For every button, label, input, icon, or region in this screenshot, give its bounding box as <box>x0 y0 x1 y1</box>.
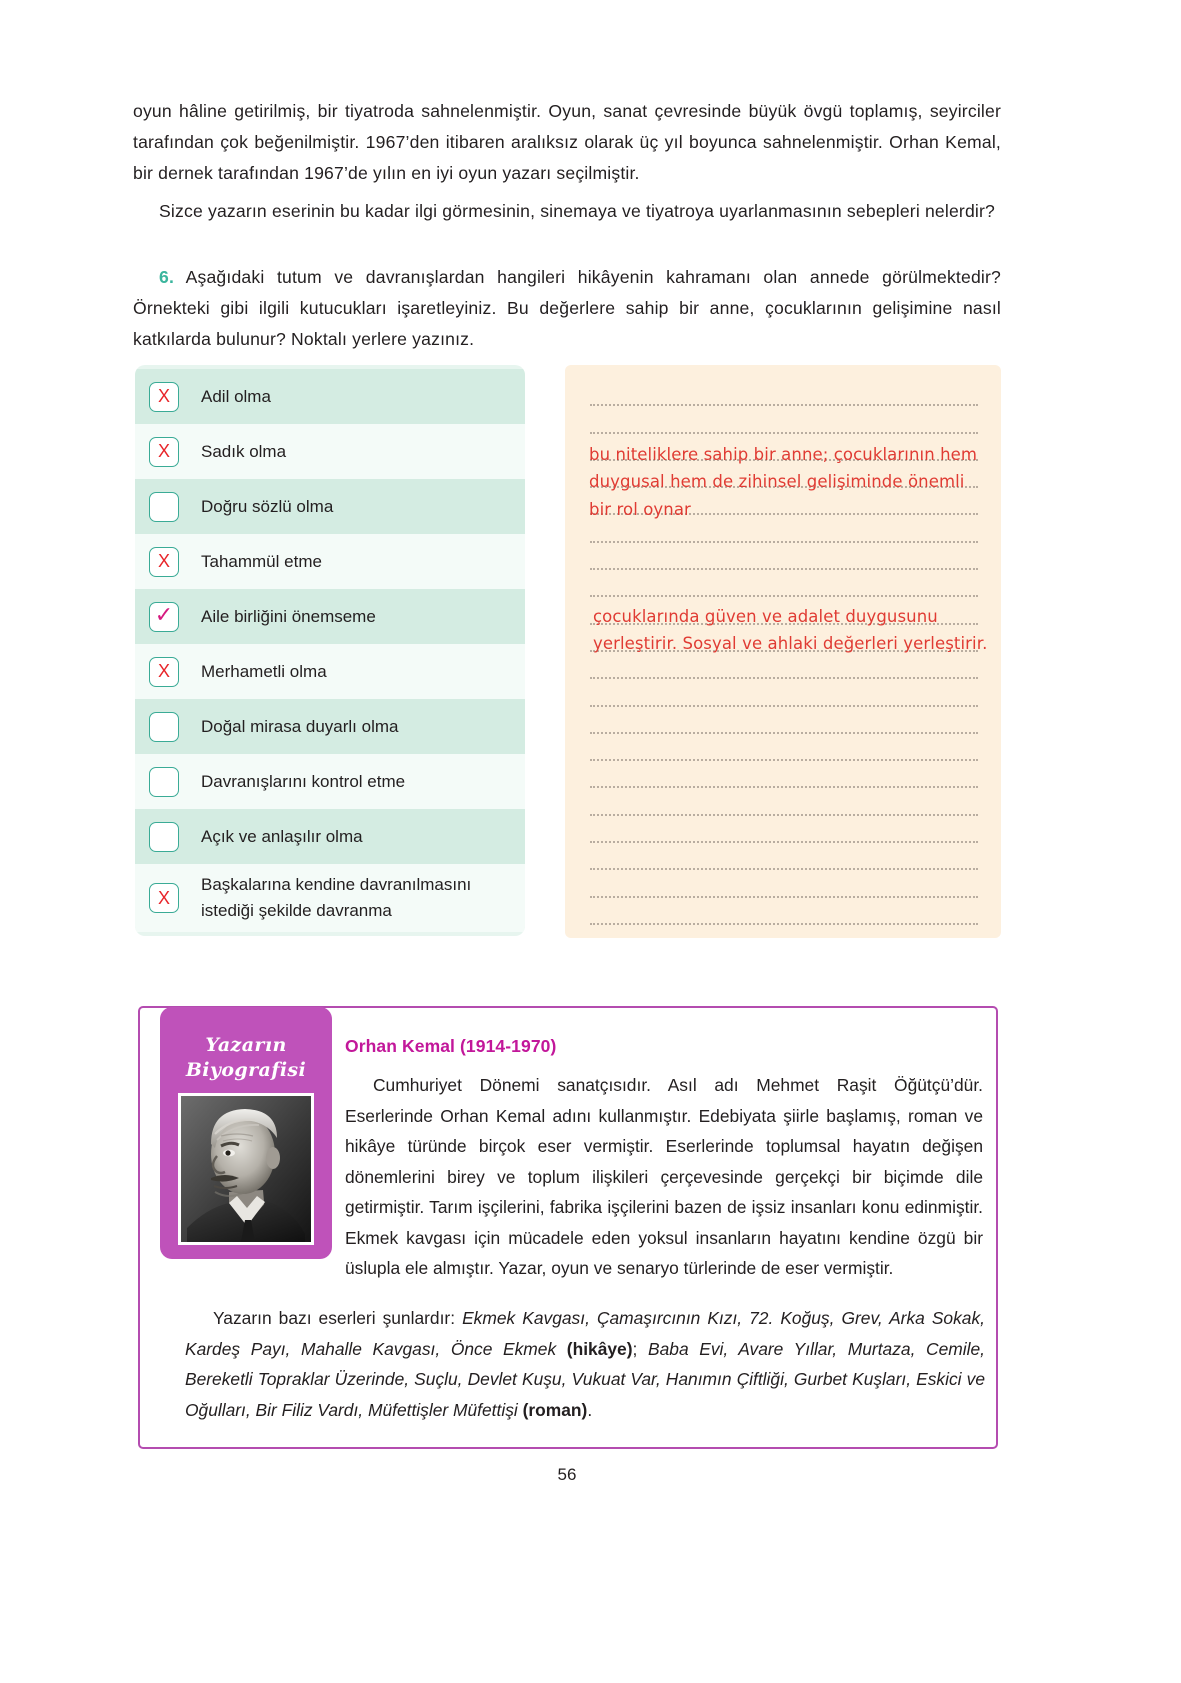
checklist-item-label: Aile birliğini önemseme <box>201 606 376 626</box>
dotted-line <box>590 679 978 706</box>
question-6-number: 6. <box>159 267 175 287</box>
question-6-text: Aşağıdaki tutum ve davranışlardan hangileri hikâyenin kahramanı olan annede görülmektedir? Örnekteki gibi ilgili kutucukları işaretleyiniz. Bu değerlere sahip bir anne, çocuklarının gelişimine nasıl katkılarda bulunur? Noktalı yerlere yazınız. <box>133 267 1001 349</box>
dotted-line <box>590 761 978 788</box>
dotted-line <box>590 570 978 597</box>
biography-heading: Orhan Kemal (1914-1970) <box>345 1036 557 1056</box>
handwritten-answer-2: çocuklarında güven ve adalet duygusunu yerleştirir. Sosyal ve ahlaki değerleri yerleştirir. <box>593 607 988 654</box>
checklist-item-label: Başkalarına kendine davranılmasını istediği şekilde davranma <box>201 875 472 920</box>
empty-checkbox-icon <box>150 713 178 741</box>
author-portrait <box>178 1093 314 1245</box>
checklist-item-label: Sadık olma <box>201 441 287 461</box>
dotted-line <box>590 843 978 870</box>
checkbox-dogal-mirasa-duyarli-olma[interactable] <box>149 712 179 742</box>
x-mark-icon: X <box>157 441 170 461</box>
checklist-item-label: Tahammül etme <box>201 551 322 571</box>
dotted-line <box>590 406 978 433</box>
handwritten-answer-1: bu niteliklere sahip bir anne; çocuklarının hem duygusal hem de zihinsel gelişiminde önemli bir rol oynar <box>589 445 978 519</box>
checkbox-aile-birligini-onemseme[interactable] <box>149 602 179 632</box>
x-mark-icon: X <box>157 661 170 681</box>
biography-works-list <box>185 1303 985 1425</box>
works-roman-titles: Baba Evi, Avare Yıllar, Murtaza, Cemile, Bereketli Topraklar Üzerinde, Suçlu, Devlet Kuşu, Vukuat Var, Hanımın Çiftliği, Gurbet Kuşları, Eskici ve Oğulları, Bir Filiz Vardı, Müfettişler Müfettişi <box>185 1338 985 1420</box>
empty-checkbox-icon <box>150 768 178 796</box>
x-mark-icon: X <box>157 386 170 406</box>
checklist-item-label: Merhametli olma <box>201 661 327 681</box>
checkbox-acik-ve-anlasilir-olma[interactable] <box>149 822 179 852</box>
dotted-line <box>590 788 978 815</box>
checklist-item-label: Doğal mirasa duyarlı olma <box>201 716 399 736</box>
dotted-line <box>590 734 978 761</box>
checklist-item-label: Davranışlarını kontrol etme <box>201 771 406 791</box>
biography-tab-line-1: Yazarın <box>205 1034 287 1056</box>
checkbox-sadik-olma[interactable] <box>149 437 179 467</box>
works-end-period: . <box>587 1399 593 1420</box>
dotted-line <box>590 816 978 843</box>
checkbox-davranislarini-kontrol-etme[interactable] <box>149 767 179 797</box>
works-intro: Yazarın bazı eserleri şunlardır: <box>213 1308 463 1328</box>
biography-body: Cumhuriyet Dönemi sanatçısıdır. Asıl adı Mehmet Raşit Öğütçü’dür. Eserlerinde Orhan Kemal adını kullanmıştır. Edebiyata şiirle başlamış, roman ve hikâye türünde birçok eser vermiştir. Eserlerinde toplumsal hayatın değişen dönemlerini birey ve toplum ilişkileri çerçevesinde gerçekçi bir biçimde dile getirmiştir. Tarım işçilerini, fabrika işçilerini bazen de işsiz insanları konu edinmiştir. Ekmek kavgası için mücadele eden yoksul insanların hayatını kendine özgü bir üslupla ele almıştır. Yazar, oyun ve senaryo türlerinde de eser vermiştir. <box>345 1075 983 1278</box>
dotted-line <box>590 707 978 734</box>
checklist-row[interactable] <box>135 754 525 809</box>
dotted-line <box>590 543 978 570</box>
biography-tab-line-2: Biyografisi <box>185 1059 307 1081</box>
answer-writing-area[interactable] <box>565 365 1001 938</box>
paragraph-question-prompt: Sizce yazarın eserinin bu kadar ilgi görmesinin, sinemaya ve tiyatroya uyarlanmasının sebepleri nelerdir? <box>159 201 996 221</box>
checklist-row[interactable] <box>135 809 525 864</box>
empty-checkbox-icon <box>150 493 178 521</box>
textbook-page <box>133 0 1003 1683</box>
checklist-item-label: Açık ve anlaşılır olma <box>201 826 363 846</box>
page-number: 56 <box>557 1465 577 1484</box>
works-hikaye-titles: Ekmek Kavgası, Çamaşırcının Kızı, 72. Koğuş, Grev, Arka Sokak, Kardeş Payı, Mahalle Kavgası, Önce Ekmek <box>185 1308 985 1359</box>
checklist-item-label: Doğru sözlü olma <box>201 496 334 516</box>
x-mark-icon: X <box>157 887 170 908</box>
checklist-row[interactable] <box>135 479 525 534</box>
checkbox-tahammul-etme[interactable] <box>149 547 179 577</box>
checklist-row[interactable] <box>135 424 525 479</box>
checkbox-merhametli-olma[interactable] <box>149 657 179 687</box>
checklist-row[interactable] <box>135 864 525 932</box>
checklist-row[interactable] <box>135 699 525 754</box>
works-separator: ; <box>632 1338 648 1359</box>
works-hikaye-label: (hikâye) <box>556 1338 633 1359</box>
checklist-item-label: Adil olma <box>201 386 271 406</box>
check-mark-icon: ✓ <box>154 602 174 627</box>
empty-checkbox-icon <box>150 823 178 851</box>
dotted-line <box>590 898 978 925</box>
works-roman-label: (roman) <box>517 1399 588 1420</box>
biography-tab-title <box>160 1007 332 1083</box>
author-biography-box <box>138 1006 998 1449</box>
paragraph-continuation: oyun hâline getirilmiş, bir tiyatroda sahnelenmiştir. Oyun, sanat çevresinde büyük övgü toplamış, seyirciler tarafından çok beğenilmiştir. 1967’den itibaren aralıksız olarak üç yıl boyunca sahnelenmiştir. Orhan Kemal, bir dernek tarafından 1967’de yılın en iyi oyun yazarı seçilmiştir. <box>133 101 1001 183</box>
checkbox-adil-olma[interactable] <box>149 382 179 412</box>
dotted-line <box>590 379 978 406</box>
attitudes-checklist <box>135 365 525 936</box>
checklist-row[interactable] <box>135 369 525 424</box>
biography-tab <box>160 1007 332 1259</box>
x-mark-icon: X <box>157 551 170 571</box>
dotted-line <box>590 870 978 897</box>
portrait-image <box>181 1096 311 1242</box>
checklist-row[interactable] <box>135 534 525 589</box>
checklist-row[interactable] <box>135 644 525 699</box>
checkbox-dogru-sozlu-olma[interactable] <box>149 492 179 522</box>
checklist-row[interactable] <box>135 589 525 644</box>
question-6-block <box>133 262 1001 355</box>
checkbox-baskalarina-davranma[interactable] <box>149 883 179 913</box>
